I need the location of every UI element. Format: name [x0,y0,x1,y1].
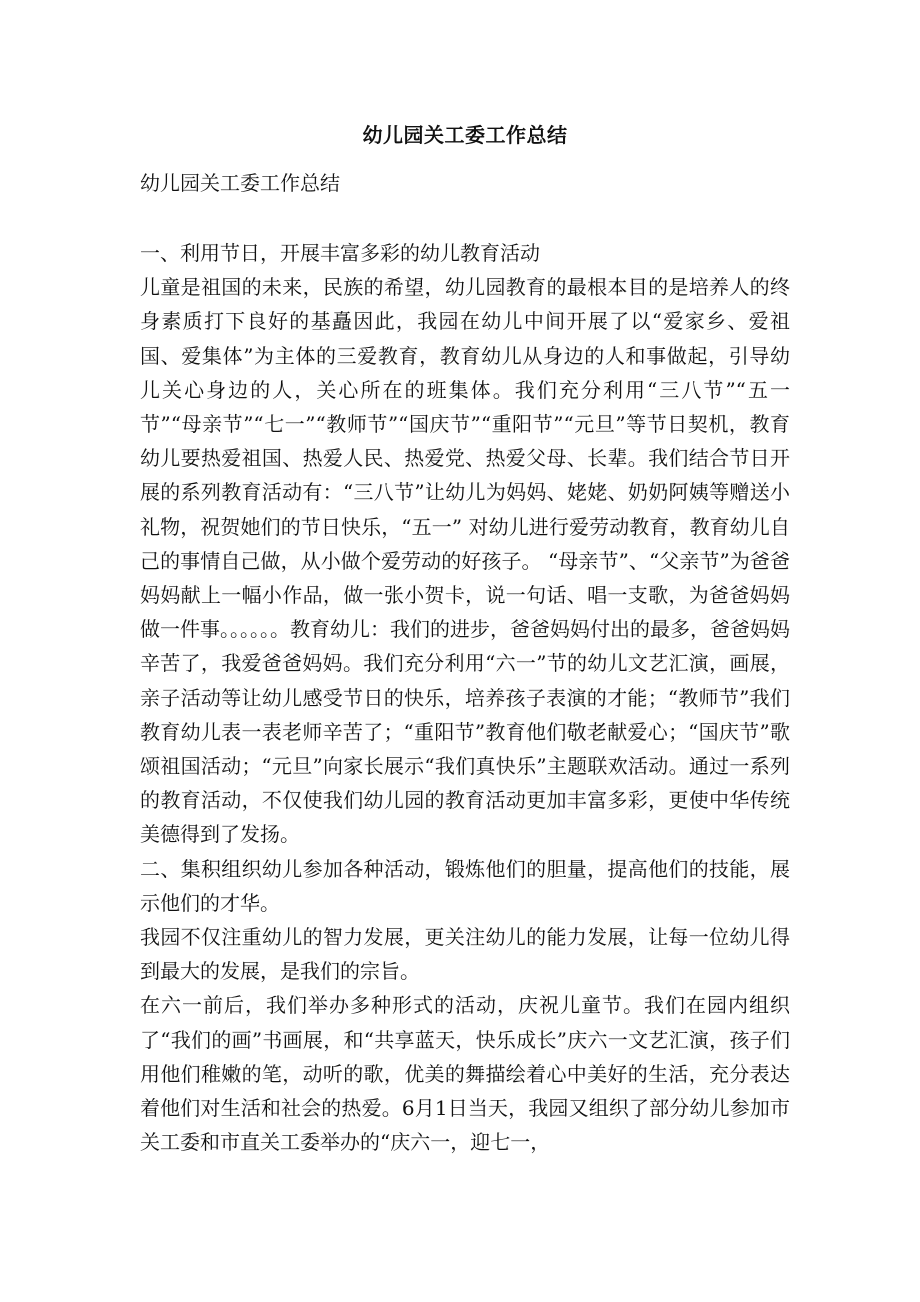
body-paragraph: 儿童是祖国的未来，民族的希望，幼儿园教育的最根本目的是培养人的终身素质打下良好的基矗因此，我园在幼儿中间开展了以“爱家乡、爱祖国、爱集体”为主体的三爱教育，教育幼儿从身边的人和事做起，引导幼儿关心身边的人，关心所在的班集体。我们充分利用“三八节”“五一节”“母亲节”“七一”“教师节”“国庆节”“重阳节”“元旦”等节日契机，教育幼儿要热爱祖国、热爱人民、热爱党、热爱父母、长辈。我们结合节日开展的系列教育活动有：“三八节”让幼儿为妈妈、姥姥、奶奶阿姨等赠送小礼物，祝贺她们的节日快乐，“五一” 对幼儿进行爱劳动教育，教育幼儿自己的事情自己做，从小做个爱劳动的好孩子。 “母亲节”、“父亲节”为爸爸妈妈献上一幅小作品，做一张小贺卡，说一句话、唱一支歌，为爸爸妈妈做一件事。。。。。。教育幼儿：我们的进步，爸爸妈妈付出的最多，爸爸妈妈辛苦了，我爱爸爸妈妈。我们充分利用“六一”节的幼儿文艺汇演，画展，亲子活动等让幼儿感受节日的快乐，培养孩子表演的才能；“教师节”我们教育幼儿表一表老师辛苦了；“重阳节”教育他们敬老献爱心；“国庆节”歌颂祖国活动；“元旦”向家长展示“我们真快乐”主题联欢活动。通过一系列的教育活动，不仅使我们幼儿园的教育活动更加丰富多彩，更使中华传统美德得到了发扬。 [140,275,790,847]
document-page [140,118,790,1159]
blank-line [140,200,790,236]
section-heading-1: 一、利用节日，开展丰富多彩的幼儿教育活动 [140,241,540,265]
section-heading-2: 二、集积组织幼儿参加各种活动，锻炼他们的胆量，提高他们的技能，展示他们的才华。 [140,856,790,915]
body-paragraph: 我园不仅注重幼儿的智力发展，更关注幼儿的能力发展，让每一位幼儿得到最大的发展，是我们的宗旨。 [140,925,790,984]
body-paragraph: 在六一前后，我们举办多种形式的活动，庆祝儿童节。我们在园内组织了“我们的画”书画展，和“共享蓝天，快乐成长”庆六一文艺汇演，孩子们用他们稚嫩的笔，动听的歌，优美的舞描绘着心中美好的生活，充分表达着他们对生活和社会的热爱。6月1日当天，我园又组织了部分幼儿参加市关工委和市直关工委举办的“庆六一，迎七一， [140,993,790,1155]
document-subtitle: 幼儿园关工委工作总结 [140,171,340,195]
document-title: 幼儿园关工委工作总结 [362,123,568,147]
